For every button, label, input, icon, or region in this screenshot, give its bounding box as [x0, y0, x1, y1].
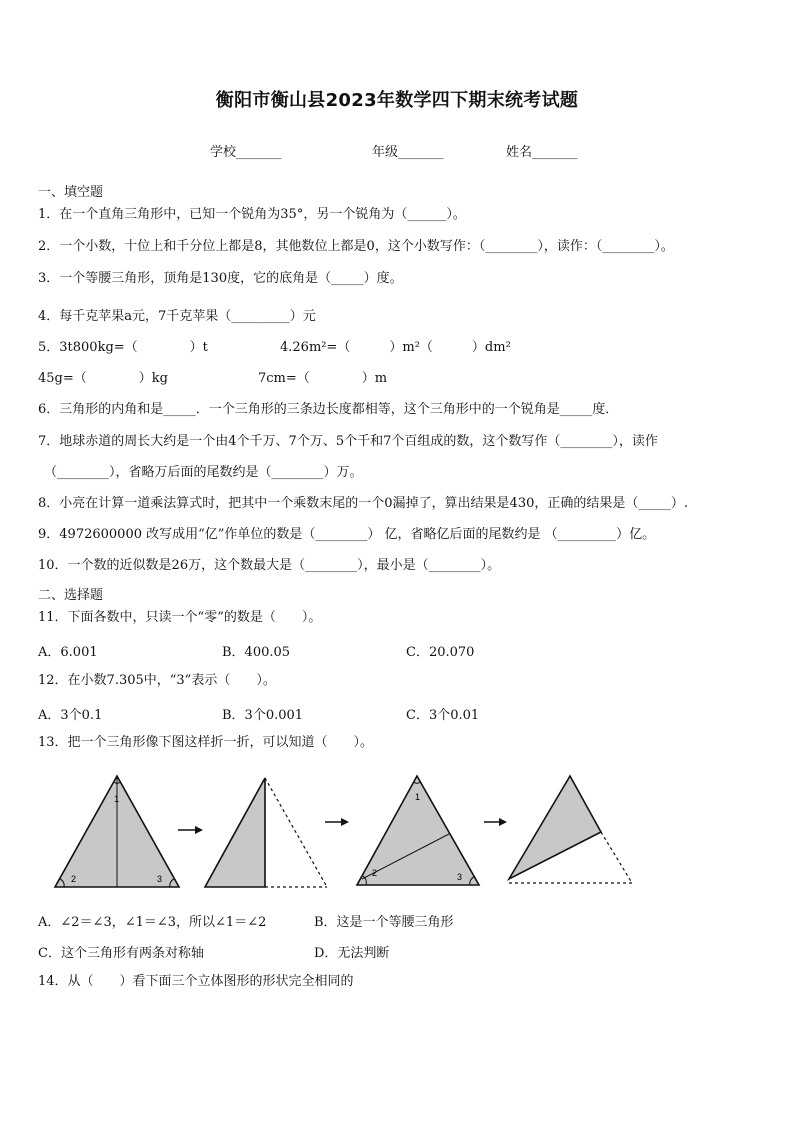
arrow-icon	[178, 826, 203, 834]
arrow-icon	[484, 818, 507, 826]
angle-label-1: 1	[114, 794, 120, 804]
q13-option-a: A．∠2＝∠3，∠1＝∠3，所以∠1＝∠2	[38, 915, 267, 930]
q11-option-b: B．400.05	[222, 645, 291, 660]
question-3: 3．一个等腰三角形，顶角是130度，它的底角是（_____）度。	[38, 271, 403, 286]
question-5a: 5．3t800kg=（ ）t	[38, 340, 208, 355]
question-1: 1．在一个直角三角形中，已知一个锐角为35°，另一个锐角为（______）。	[38, 207, 466, 222]
question-6: 6．三角形的内角和是_____．一个三角形的三条边长度都相等，这个三角形中的一个锐角是_____度．	[38, 402, 619, 417]
angle-label-1: 1	[415, 792, 421, 802]
angle-label-2: 2	[372, 868, 378, 878]
q13-option-d: D．无法判断	[314, 946, 390, 961]
grade-field: 年级_______	[372, 145, 444, 160]
q12-option-c: C．3个0.01	[406, 708, 480, 723]
angle-label-3: 3	[457, 872, 463, 882]
question-10: 10．一个数的近似数是26万，这个数最大是（________），最小是（________）。	[38, 558, 501, 573]
question-5b: 4.26m²=（ ）m²（ ）dm²	[280, 340, 511, 355]
question-11: 11．下面各数中，只读一个“零”的数是（ ）。	[38, 610, 322, 625]
question-5d: 7cm=（ ）m	[258, 371, 388, 386]
q12-option-a: A．3个0.1	[38, 708, 103, 723]
school-field: 学校_______	[210, 145, 282, 160]
question-12: 12．在小数7.305中，“3”表示（ ）。	[38, 673, 276, 688]
name-field: 姓名_______	[506, 145, 578, 160]
angle-label-2: 2	[71, 874, 77, 884]
q11-option-c: C．20.070	[406, 645, 475, 660]
question-4: 4．每千克苹果a元，7千克苹果（_________）元	[38, 309, 316, 324]
question-7a: 7．地球赤道的周长大约是一个由4个千万、7个万、5个千和7个百组成的数，这个数写作（________），读作	[38, 434, 658, 449]
angle-label-3: 3	[157, 874, 163, 884]
triangle-4-folded	[509, 776, 632, 883]
section-choice: 二、选择题	[38, 588, 104, 603]
section-fill-in: 一、填空题	[38, 185, 104, 200]
triangle-3	[357, 776, 479, 885]
q12-option-b: B．3个0.001	[222, 708, 304, 723]
q13-option-c: C．这个三角形有两条对称轴	[38, 946, 204, 961]
page-title: 衡阳市衡山县2023年数学四下期末统考试题	[215, 90, 579, 111]
question-5c: 45g=（ ）kg	[38, 371, 168, 386]
arrow-icon	[325, 818, 349, 826]
question-7b: （________），省略万后面的尾数约是（________）万。	[44, 465, 363, 480]
question-9: 9．4972600000 改写成用“亿”作单位的数是（________） 亿，省略亿后面的尾数约是 （_________）亿。	[38, 527, 656, 542]
question-13: 13．把一个三角形像下图这样折一折，可以知道（ ）。	[38, 735, 374, 750]
question-8: 8．小亮在计算一道乘法算式时，把其中一个乘数末尾的一个0漏掉了，算出结果是430，正确的结果是（_____）.	[38, 496, 688, 511]
question-2: 2．一个小数，十位上和千分位上都是8，其他数位上都是0，这个小数写作：（________），读作：（________）。	[38, 239, 674, 254]
triangle-1	[55, 776, 179, 887]
triangle-fold-figure	[38, 768, 648, 898]
q11-option-a: A．6.001	[38, 645, 98, 660]
q13-option-b: B．这是一个等腰三角形	[314, 915, 454, 930]
triangle-2-folded	[205, 778, 327, 887]
question-14: 14．从（ ）看下面三个立体图形的形状完全相同的	[38, 974, 354, 989]
